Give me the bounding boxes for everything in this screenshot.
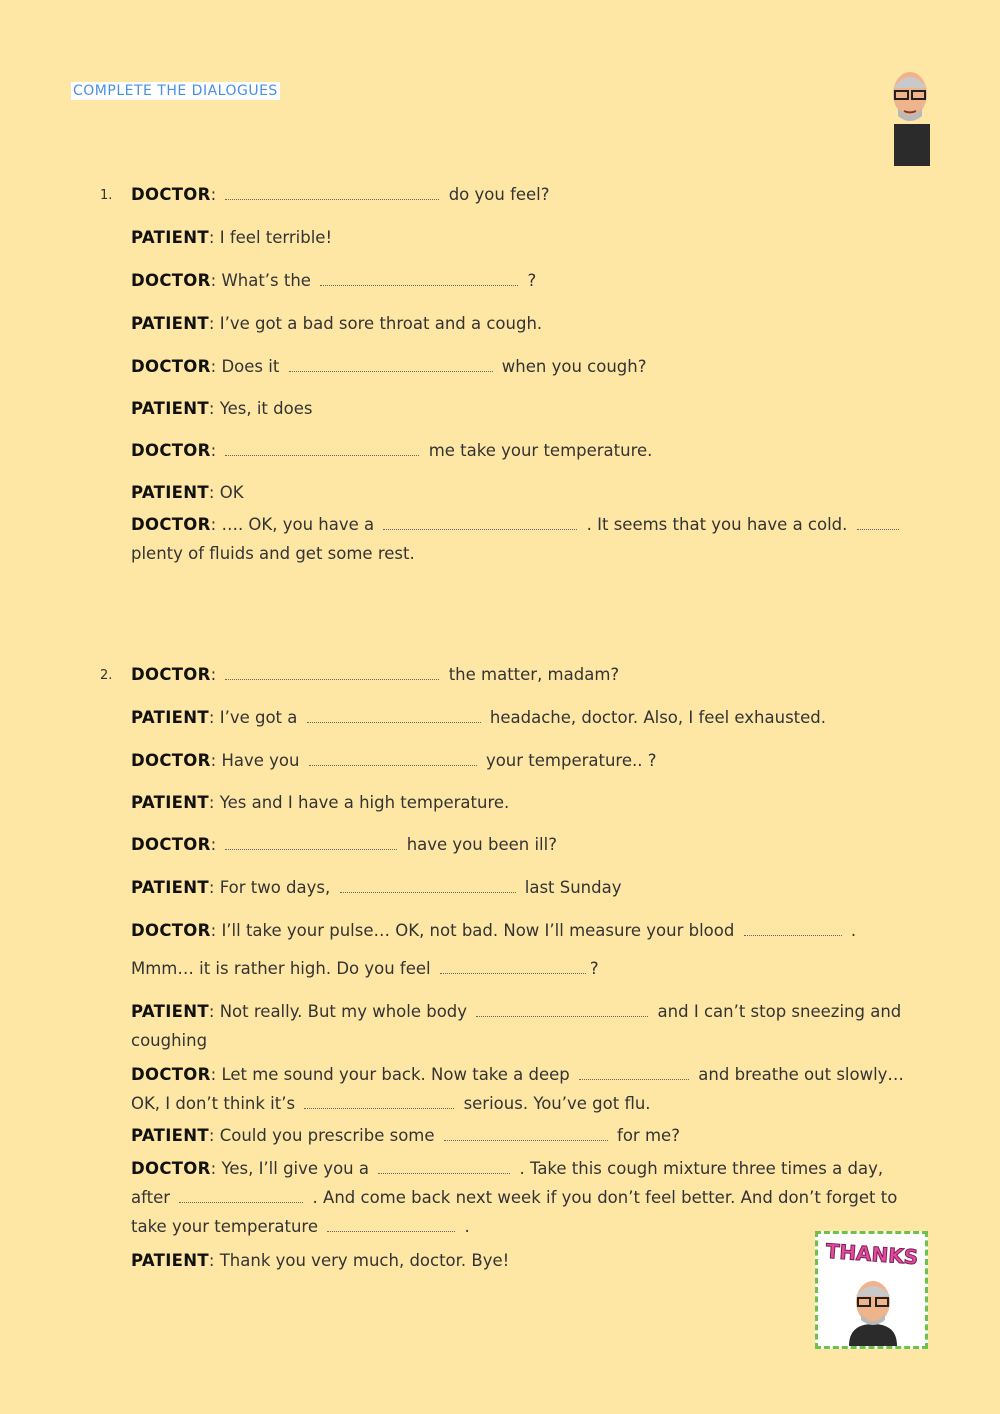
line-text: Let me sound your back. Now take a deep [221, 1065, 570, 1084]
speaker-doctor: DOCTOR [131, 1159, 211, 1178]
blank[interactable] [327, 1217, 455, 1232]
line-text: Yes, it does [219, 399, 313, 418]
thanks-sticker [815, 1231, 928, 1349]
line-text: I’ve got a [219, 708, 298, 727]
speaker-patient: PATIENT [131, 1126, 209, 1145]
dialogue-line: DOCTOR: Have you your temperature.. ? [131, 751, 657, 770]
dialogue-line: PATIENT: I’ve got a headache, doctor. Also, I feel exhausted. [131, 708, 827, 727]
line-text: . [464, 1217, 470, 1236]
dialogue-line: DOCTOR: Yes, I’ll give you a . Take this cough mixture three times a day, after . And come back next week if you don’t feel better. And don’t forget to take your temperature . [131, 1159, 898, 1236]
line-text: Not really. But my whole body [219, 1002, 468, 1021]
line-text: do you feel? [448, 185, 550, 204]
dialogue-line: PATIENT: OK [131, 483, 244, 502]
speaker-patient: PATIENT [131, 793, 209, 812]
speaker-doctor: DOCTOR [131, 185, 211, 204]
speaker-patient: PATIENT [131, 878, 209, 897]
blank[interactable] [857, 515, 899, 530]
line-text: and I can’t stop sneezing and coughing [131, 1002, 902, 1050]
dialogue-line: DOCTOR: Does it when you cough? [131, 357, 647, 376]
speaker-patient: PATIENT [131, 1251, 209, 1270]
avatar-icon [886, 64, 930, 166]
line-text: . It seems that you have a cold. [586, 515, 848, 534]
dialogue-line: PATIENT: For two days, last Sunday [131, 878, 622, 897]
dialogue-line: PATIENT: Yes, it does [131, 399, 313, 418]
dialogue-line: PATIENT: I’ve got a bad sore throat and a cough. [131, 314, 543, 333]
blank[interactable] [383, 515, 577, 530]
line-text: and breathe out slowly… OK, I don’t think it’s [131, 1065, 904, 1113]
dialogue-line: PATIENT: Not really. But my whole body and I can’t stop sneezing and coughing [131, 1002, 902, 1050]
speaker-patient: PATIENT [131, 483, 209, 502]
line-text: …. OK, you have a [221, 515, 375, 534]
blank[interactable] [225, 665, 439, 680]
line-text: . [850, 921, 857, 940]
line-text: Have you [221, 751, 300, 770]
blank[interactable] [476, 1002, 648, 1017]
line-text: Could you prescribe some [219, 1126, 435, 1145]
speaker-patient: PATIENT [131, 708, 209, 727]
line-text: OK [219, 483, 244, 502]
speaker-doctor: DOCTOR [131, 751, 211, 770]
dialogue-line: DOCTOR: do you feel? [131, 185, 550, 204]
blank[interactable] [378, 1159, 510, 1174]
blank[interactable] [289, 357, 493, 372]
line-text: Does it [221, 357, 280, 376]
line-text: . And come back next week if you don’t feel better. And don’t forget to take your temperature [131, 1188, 898, 1236]
speaker-doctor: DOCTOR [131, 665, 211, 684]
dialogue-line: DOCTOR: me take your temperature. [131, 441, 653, 460]
line-text: Thank you very much, doctor. Bye! [219, 1251, 510, 1270]
blank[interactable] [304, 1094, 454, 1109]
speaker-doctor: DOCTOR [131, 1065, 211, 1084]
speaker-patient: PATIENT [131, 314, 209, 333]
line-text: Yes, I’ll give you a [221, 1159, 369, 1178]
line-text: For two days, [219, 878, 331, 897]
blank[interactable] [744, 921, 842, 936]
dialogue-line: DOCTOR: …. OK, you have a . It seems that you have a cold. plenty of fluids and get some rest. [131, 510, 926, 568]
speaker-patient: PATIENT [131, 228, 209, 247]
dialogue-line: DOCTOR: have you been ill? [131, 835, 557, 854]
speaker-doctor: DOCTOR [131, 357, 211, 376]
line-text: the matter, madam? [448, 665, 620, 684]
blank[interactable] [179, 1188, 303, 1203]
line-text: serious. You’ve got flu. [463, 1094, 651, 1113]
speaker-patient: PATIENT [131, 1002, 209, 1021]
avatar-icon [845, 1274, 901, 1346]
speaker-doctor: DOCTOR [131, 515, 211, 534]
blank[interactable] [309, 751, 477, 766]
blank[interactable] [340, 878, 516, 893]
line-text: Yes and I have a high temperature. [219, 793, 510, 812]
speaker-patient: PATIENT [131, 399, 209, 418]
dialogue-line: DOCTOR: the matter, madam? [131, 665, 620, 684]
line-text: I’ve got a bad sore throat and a cough. [219, 314, 543, 333]
line-text: Mmm… it is rather high. Do you feel [131, 959, 431, 978]
blank[interactable] [225, 441, 419, 456]
dialogue-line: DOCTOR: Let me sound your back. Now take a deep and breathe out slowly… OK, I don’t think it’s serious. You’ve got flu. [131, 1065, 904, 1113]
line-text: plenty of fluids and get some rest. [131, 544, 415, 563]
blank[interactable] [225, 835, 397, 850]
line-text: I feel terrible! [219, 228, 333, 247]
line-text: for me? [617, 1126, 680, 1145]
line-text: I’ll take your pulse… OK, not bad. Now I’ll measure your blood [221, 921, 735, 940]
dialogue-line: DOCTOR: I’ll take your pulse… OK, not bad. Now I’ll measure your blood . [131, 921, 857, 940]
dialogue-line: PATIENT: Could you prescribe some for me? [131, 1126, 680, 1145]
line-text: have you been ill? [406, 835, 557, 854]
dialogue-line: PATIENT: I feel terrible! [131, 228, 333, 247]
dialogue-line: DOCTOR: What’s the ? [131, 271, 537, 290]
speaker-doctor: DOCTOR [131, 271, 211, 290]
dialogue-line [131, 958, 599, 980]
line-text: last Sunday [524, 878, 622, 897]
line-text: headache, doctor. Also, I feel exhausted. [489, 708, 827, 727]
page-title: COMPLETE THE DIALOGUES [73, 83, 278, 99]
line-text: ? [527, 271, 537, 290]
speaker-doctor: DOCTOR [131, 441, 211, 460]
speaker-doctor: DOCTOR [131, 835, 211, 854]
dialogue-number-2: 2. [100, 668, 113, 683]
dialogue-line: PATIENT: Thank you very much, doctor. Bye! [131, 1251, 510, 1270]
dialogue-number-1: 1. [100, 188, 113, 203]
line-text: your temperature.. ? [485, 751, 657, 770]
blank[interactable] [579, 1065, 689, 1080]
line-text: What’s the [221, 271, 311, 290]
line-text: ? [589, 959, 599, 978]
blank[interactable] [225, 185, 439, 200]
blank[interactable] [307, 708, 481, 723]
thanks-text: THANKS [825, 1238, 919, 1270]
line-text: . Take this cough mixture three times a day, after [131, 1159, 884, 1207]
blank[interactable] [444, 1126, 608, 1141]
blank[interactable] [320, 271, 518, 286]
line-text: when you cough? [501, 357, 647, 376]
blank[interactable] [440, 959, 586, 974]
line-text: me take your temperature. [428, 441, 653, 460]
dialogue-line: PATIENT: Yes and I have a high temperature. [131, 793, 510, 812]
speaker-doctor: DOCTOR [131, 921, 211, 940]
